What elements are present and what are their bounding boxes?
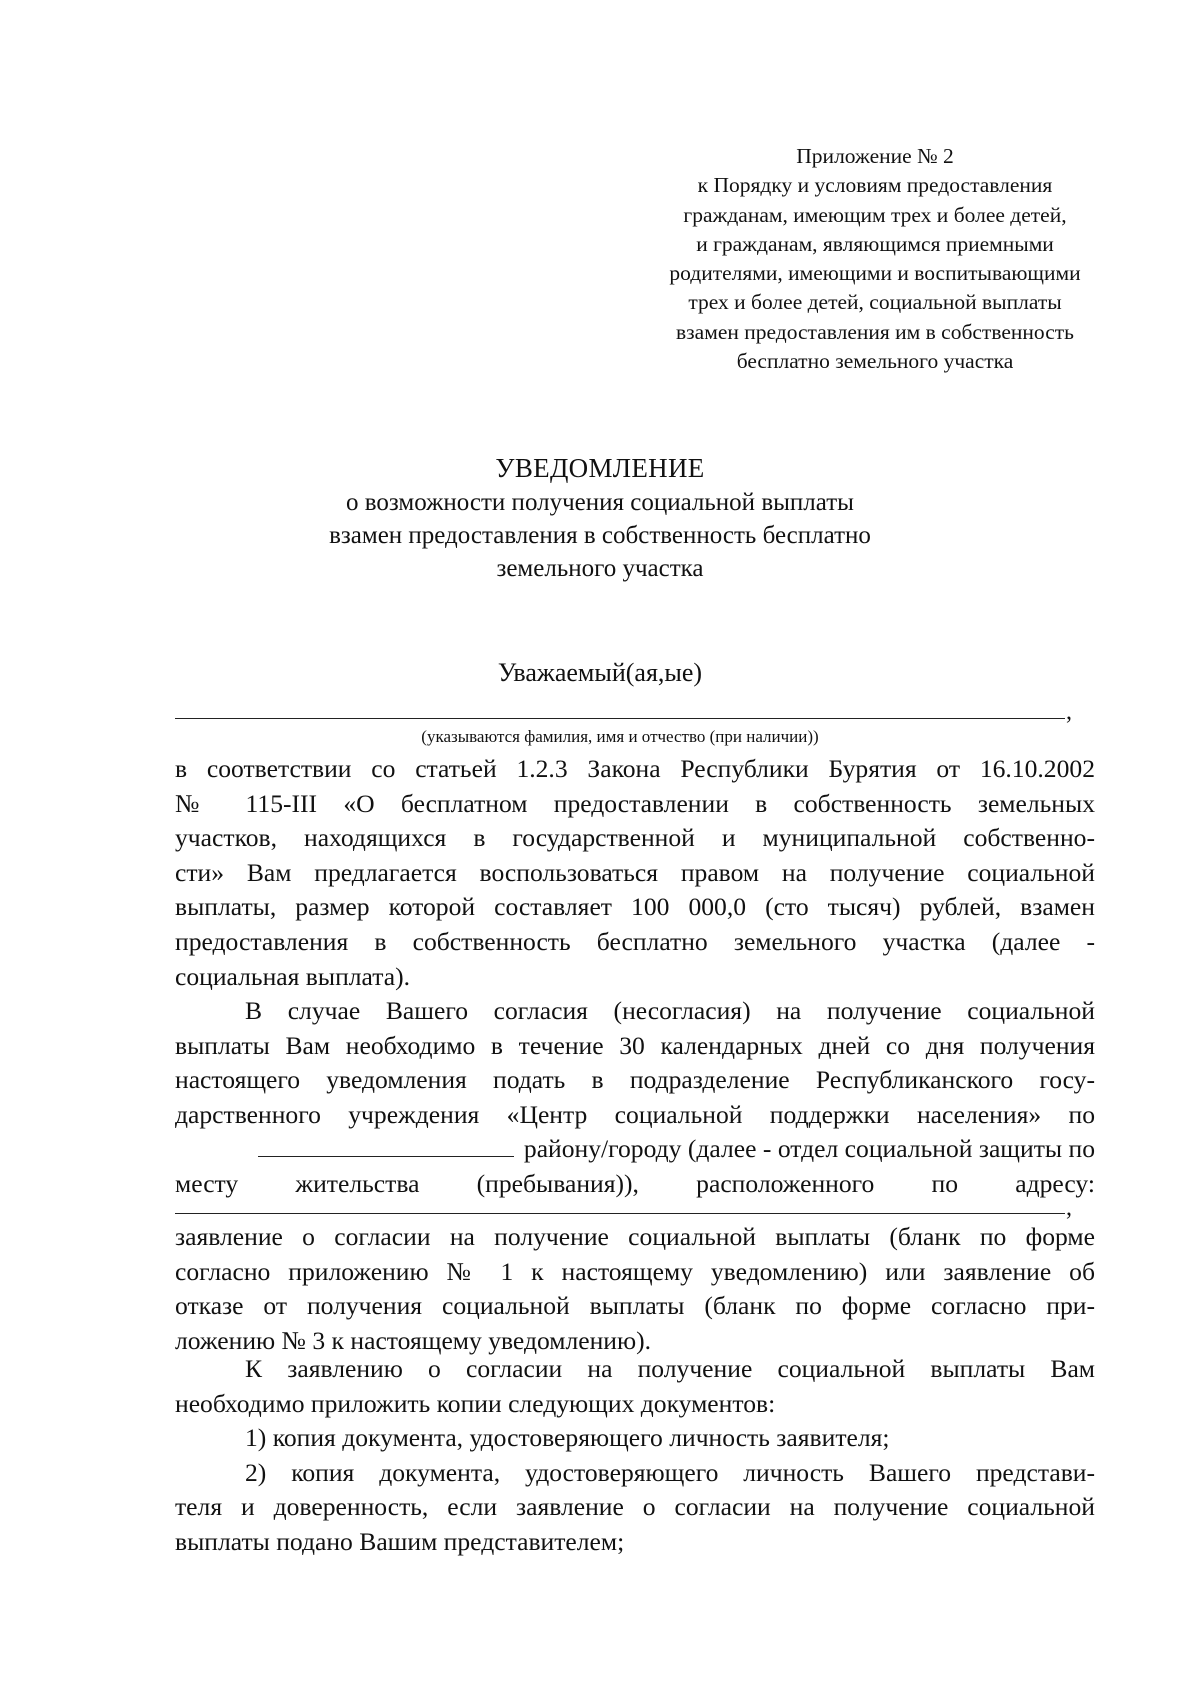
paragraph-line: необходимо приложить копии следующих документов: [175,1388,776,1418]
address-blank[interactable] [175,1213,1065,1214]
paragraph-line: отказе от получения социальной выплаты (бланк по форме согласно при- [175,1291,1095,1321]
list-item-2-line: 2) копия документа, удостоверяющего личность Вашего представи- [245,1457,1095,1487]
greeting: Уважаемый(ая,ые) [497,658,703,687]
paragraph-line: в соответствии со статьей 1.2.3 Закона Республики Бурятия от 16.10.2002 [175,754,1095,783]
title-heading: УВЕДОМЛЕНИЕ [495,453,705,483]
paragraph-line: К заявлению о согласии на получение социальной выплаты Вам [245,1354,1095,1383]
paragraph-line: согласно приложению № 1 к настоящему уведомлению) или заявление об [175,1256,1095,1286]
appendix-line: бесплатно земельного участка [736,349,1014,374]
paragraph-1 [175,752,1095,994]
appendix-line: Приложение № 2 [796,144,954,168]
appendix-line: к Порядку и условиям предоставления [697,173,1053,198]
document-title [230,450,970,585]
address-word: жительства [295,1168,420,1198]
paragraph-line: ложению № 3 к настоящему уведомлению). [175,1325,652,1355]
paragraph-line: социальная выплата). [175,961,411,991]
paragraph-line: настоящего уведомления подать в подразделение Республиканского госу- [175,1065,1095,1095]
appendix-line: взамен предоставления им в собственность [676,319,1074,344]
paragraph-line: В случае Вашего согласия (несогласия) на получение социальной [245,996,1095,1025]
address-word: адресу: [1015,1168,1095,1198]
paragraph-line: заявление о согласии на получение социальной выплаты (бланк по форме [175,1222,1095,1251]
address-line [175,1167,1095,1202]
appendix-line: и гражданам, являющимся приемными [696,231,1054,256]
paragraph-line: выплаты, размер которой составляет 100 000,0 (сто тысяч) рублей, взамен [175,892,1095,922]
name-blank-comma: , [1066,699,1072,725]
list-item-2-line: выплаты подано Вашим представителем; [175,1526,625,1556]
appendix-line: родителями, имеющими и воспитывающими [669,261,1081,286]
title-subtitle-line: взамен предоставления в собственность бесплатно [329,522,871,549]
address-blank-comma: , [1066,1195,1072,1221]
paragraph-3 [175,1220,1095,1358]
paragraph-2 [175,994,1095,1202]
appendix-line: трех и более детей, социальной выплаты [688,290,1062,315]
title-subtitle-line: о возможности получения социальной выплаты [346,489,854,516]
address-word: месту [175,1168,239,1198]
paragraph-line: дарственного учреждения «Центр социальной поддержки населения» по [175,1099,1095,1129]
list-item-2-line: теля и доверенность, если заявление о согласии на получение социальной [175,1492,1095,1522]
title-subtitle-line: земельного участка [496,555,704,582]
name-blank-caption: (указываются фамилия, имя и отчество (при наличии)) [421,727,819,746]
district-blank[interactable] [258,1155,514,1157]
paragraph-line: № 115-III «О бесплатном предоставлении в собственность земельных [175,788,1095,818]
list-item-1: 1) копия документа, удостоверяющего личность заявителя; [245,1423,890,1453]
address-word: расположенного [696,1168,875,1198]
appendix-line: гражданам, имеющим трех и более детей, [683,202,1067,227]
paragraph-line: предоставления в собственность бесплатно земельного участка (далее - [175,926,1095,956]
district-line [175,1132,1095,1167]
recipient-name-blank[interactable] [175,718,1065,719]
address-word: по [931,1168,959,1198]
address-word: (пребывания)), [476,1168,639,1198]
paragraph-line: участков, находящихся в государственной и муниципальной собственно- [175,823,1095,853]
appendix-header [610,142,1140,376]
paragraph-line: сти» Вам предлагается воспользоваться правом на получение социальной [175,857,1095,887]
district-text: районy/городу (далее - отдел социальной защиты по [523,1134,1095,1164]
paragraph-line: выплаты Вам необходимо в течение 30 календарных дней со дня получения [175,1030,1095,1060]
paragraph-4 [175,1352,1095,1560]
